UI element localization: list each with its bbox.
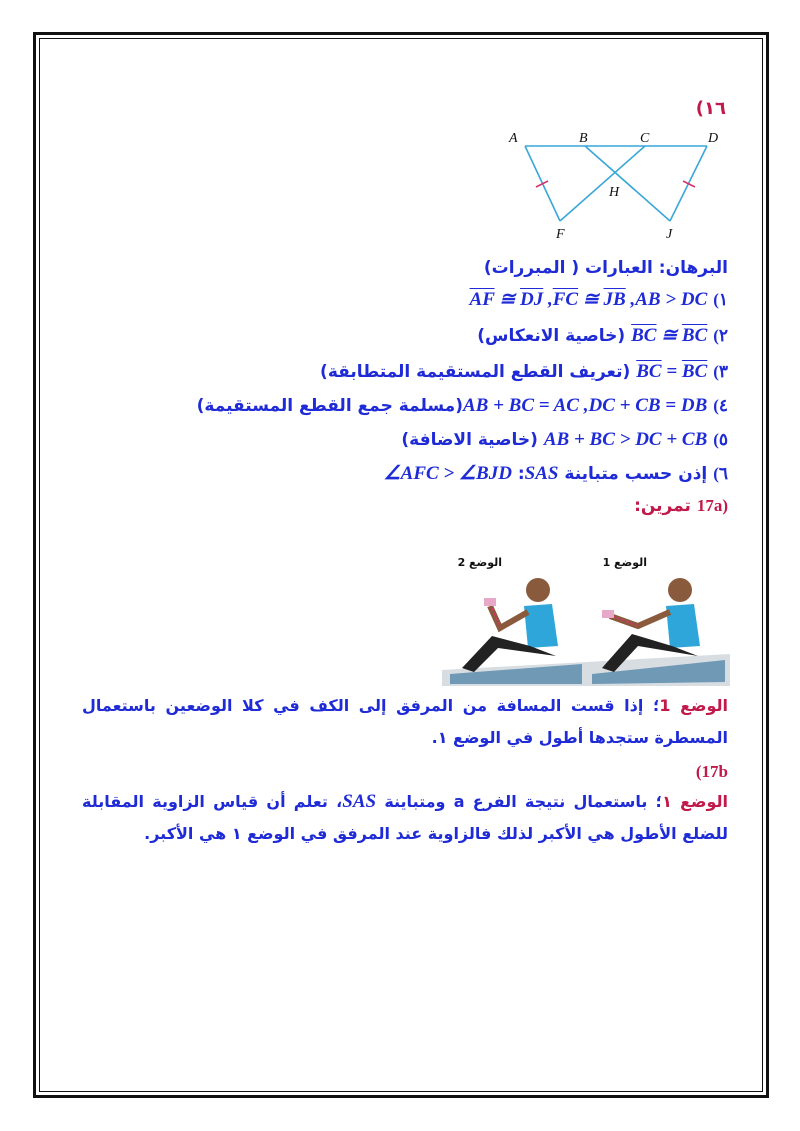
label-f: F xyxy=(556,227,565,242)
proof-step-1: ١) $\overline{AF}$ ≅ $\overline{DJ}$ $,\overline{FC}$ ≅ $\overline{JB}$ ,AB > DC xyxy=(469,289,728,310)
head-left xyxy=(526,578,550,602)
dumbbell-left xyxy=(484,598,496,606)
shirt-left xyxy=(524,604,558,648)
label-b: B xyxy=(579,131,588,146)
proof-step-5: ٥) AB + BC > DC + CB (خاصية الاضافة) xyxy=(401,429,728,450)
label-h: H xyxy=(609,185,620,200)
answer-17a-paragraph xyxy=(82,690,728,754)
label-d: D xyxy=(708,131,719,146)
proof-step-6: ٦) إذن حسب متباينة SAS: ∠AFC > ∠BJD xyxy=(383,463,728,484)
proof-step-2: ٢) $\overline{BC}$ ≅ $\overline{BC}$ (خاصية الانعكاس) xyxy=(477,325,728,346)
shirt-right xyxy=(666,604,700,648)
step-3-math: $\overline{BC} = \overline{BC}$ xyxy=(636,361,708,382)
step-1-math: $\overline{AF}$ ≅ $\overline{DJ}$ $,\overline{FC}$ ≅ $\overline{JB}$ ,AB > DC xyxy=(469,289,708,310)
step-2-math: $\overline{BC}$ ≅ $\overline{BC}$ xyxy=(631,325,708,346)
proof-step-4: ٤) AB + BC = AC ,DC + CB = DB(مسلمة جمع القطع المستقيمة) xyxy=(196,395,728,416)
proof-heading: البرهان: العبارات ( المبررات) xyxy=(483,258,728,278)
para1-prefix: الوضع 1 xyxy=(659,696,729,715)
figure-lines xyxy=(525,146,707,221)
geometry-figure xyxy=(505,128,735,243)
answer-17b-paragraph: الوضع ١؛ باستعمال نتيجة الفرع a ومتباينة SAS، تعلم أن قياس الزاوية المقابلة للضلع الأطول هي الأكبر لذلك فالزاوية عند المرفق في الوضع ١ هي الأكبر. xyxy=(82,791,728,843)
step-4-math: AB + BC = AC ,DC + CB = DB xyxy=(462,395,708,416)
dumbbell-right xyxy=(602,610,614,618)
problem-number: ١٦) xyxy=(695,98,726,119)
exercise-17a-heading: 17a) تمرين: xyxy=(634,496,728,516)
step-5-math: AB + BC > DC + CB xyxy=(543,429,708,450)
exercise-photo xyxy=(442,550,730,686)
caption-position-1: الوضع 1 xyxy=(602,556,647,569)
step-5-reason: (خاصية الاضافة) xyxy=(401,430,538,450)
head-right xyxy=(668,578,692,602)
exercise-17b-heading: (17b xyxy=(695,762,728,781)
step-4-reason: (مسلمة جمع القطع المستقيمة) xyxy=(196,396,463,416)
label-a: A xyxy=(509,131,518,146)
para2-prefix: الوضع ١ xyxy=(662,792,728,811)
label-c: C xyxy=(640,131,650,146)
label-j: J xyxy=(666,227,673,242)
step-6-math: ∠AFC > ∠BJD xyxy=(383,463,512,484)
proof-step-3: ٣) $\overline{BC} = \overline{BC}$ (تعريف القطع المستقيمة المتطابقة) xyxy=(320,361,728,382)
caption-position-2: الوضع 2 xyxy=(457,556,502,569)
step-3-reason: (تعريف القطع المستقيمة المتطابقة) xyxy=(320,362,631,382)
para1-text: ؛ إذا قست المسافة من المرفق إلى الكف في كلا الوضعين باستعمال المسطرة ستجدها أطول في الوضع ١. xyxy=(82,696,728,747)
step-2-reason: (خاصية الانعكاس) xyxy=(477,326,626,346)
